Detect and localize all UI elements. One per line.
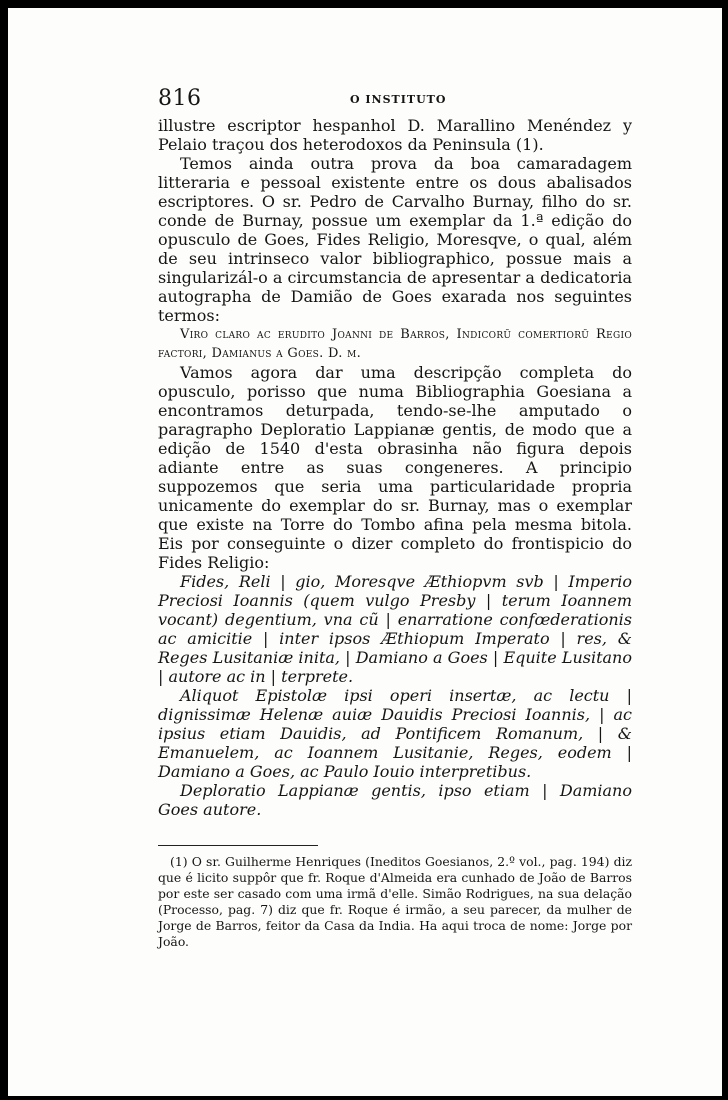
scan-border-bottom	[0, 1096, 728, 1100]
paragraph-description: Vamos agora dar uma descripção completa do opusculo, porisso que numa Bibliographia Goesiana a encontramos deturpada, tendo-se-lhe amputado o paragrapho Deploratio Lappianæ gentis, de modo que a edição de 1540 d'esta obrasinha não figura depois adiante entre as suas congeneres. A principio suppozemos que seria uma particularidade propria unicamente do exemplar do sr. Burnay, mas o exemplar que existe na Torre do Tombo afina pela mesma bitola. Eis por conseguinte o dizer completo do frontispicio do Fides Religio:	[158, 363, 632, 572]
frontispiece-title-part2: Aliquot Epistolæ ipsi operi insertæ, ac lectu | dignissimæ Helenæ auiæ Dauidis Preciosi Ioannis, | ac ipsius etiam Dauidis, ad Pontificem Romanum, | & Emanuelem, ac Ioannem Lusitanie, Reges, eodem | Damiano a Goes, ac Paulo Iouio interpretibus.	[158, 686, 632, 781]
running-title: O INSTITUTO	[350, 93, 447, 106]
page-number: 816	[158, 86, 202, 111]
scan-border-right	[722, 0, 728, 1100]
frontispiece-title-part3: Deploratio Lappianæ gentis, ipso etiam | Damiano Goes autore.	[158, 781, 632, 819]
scan-border-left	[0, 0, 8, 1100]
scan-border-top	[0, 0, 728, 8]
paragraph-burnay-copy: Temos ainda outra prova da boa camaradagem litteraria e pessoal existente entre os dous abalisados escriptores. O sr. Pedro de Carvalho Burnay, filho do sr. conde de Burnay, possue um exemplar da 1.ª edição do opusculo de Goes, Fides Religio, Moresqve, o qual, além de seu intrinseco valor bibliographico, possue mais a singularizál-o a circumstancia de apresentar a dedicatoria autographa de Damião de Goes exarada nos seguintes termos:	[158, 154, 632, 325]
running-head	[158, 86, 632, 116]
footnote-separator-rule	[158, 845, 318, 846]
footnote-1: (1) O sr. Guilherme Henriques (Ineditos Goesianos, 2.º vol., pag. 194) diz que é licito suppôr que fr. Roque d'Almeida era cunhado de João de Barros por este ser casado com uma irmã d'elle. Simão Rodrigues, na sua delação (Processo, pag. 7) diz que fr. Roque é irmão, a seu parecer, da mulher de Jorge de Barros, feitor da Casa da India. Ha aqui troca de nome: Jorge por João.	[158, 854, 632, 949]
frontispiece-title-part1: Fides, Reli | gio, Moresqve Æthiopvm svb | Imperio Preciosi Ioannis (quem vulgo Presby | terum Ioannem vocant) degentium, vna cũ | enarratione confœderationis ac amicitie | inter ipsos Æthiopum Imperato | res, & Reges Lusitaniæ inita, | Damiano a Goes | Equite Lusitano | autore ac in | terprete.	[158, 572, 632, 686]
book-page	[158, 86, 632, 950]
paragraph-continuation: illustre escriptor hespanhol D. Marallino Menéndez y Pelaio traçou dos heterodoxos da Peninsula (1).	[158, 116, 632, 154]
dedication-inscription: Viro claro ac erudito Joanni de Barros, Indicorũ comertiorũ Regio factori, Damianus a Goes. D. m.	[158, 327, 632, 361]
